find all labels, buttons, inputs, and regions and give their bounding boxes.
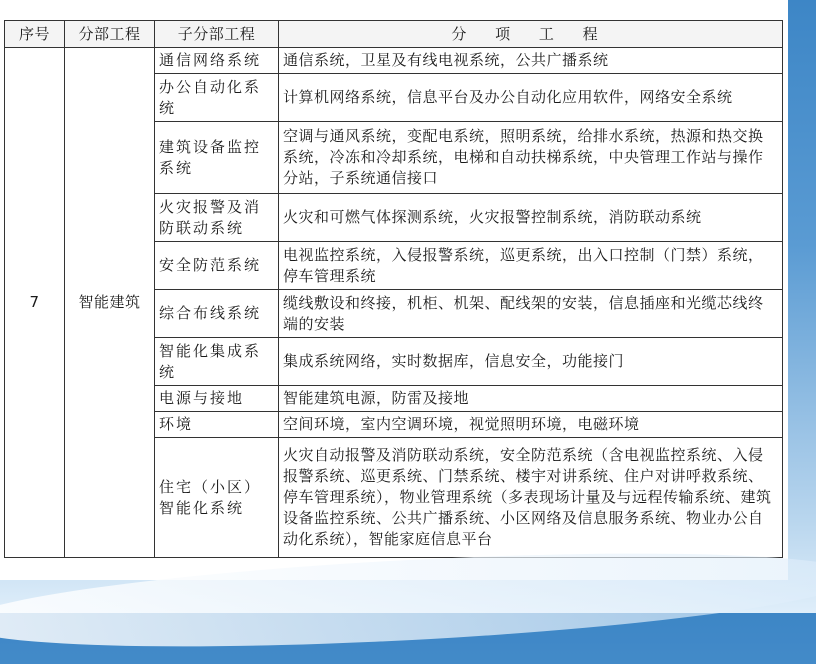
header-division: 分部工程 (65, 21, 155, 48)
subdivision-cell: 智能化集成系统 (155, 338, 279, 386)
items-cell: 电视监控系统，入侵报警系统，巡更系统，出入口控制（门禁）系统，停车管理系统 (279, 242, 783, 290)
subdivision-cell: 通信网络系统 (155, 48, 279, 74)
items-cell: 集成系统网络，实时数据库，信息安全，功能接门 (279, 338, 783, 386)
table-header-row (5, 21, 783, 48)
subdivision-cell: 建筑设备监控系统 (155, 122, 279, 194)
items-cell: 通信系统，卫星及有线电视系统，公共广播系统 (279, 48, 783, 74)
items-cell: 计算机网络系统，信息平台及办公自动化应用软件，网络安全系统 (279, 74, 783, 122)
subdivision-cell: 环境 (155, 412, 279, 438)
header-items (279, 21, 783, 48)
subdivision-cell: 综合布线系统 (155, 290, 279, 338)
items-cell: 空调与通风系统，变配电系统，照明系统，给排水系统，热源和热交换系统，冷冻和冷却系统，电梯和自动扶梯系统，中央管理工作站与操作分站，子系统通信接口 (279, 122, 783, 194)
construction-division-table (4, 20, 783, 558)
header-seq: 序号 (5, 21, 65, 48)
subdivision-cell: 电源与接地 (155, 386, 279, 412)
items-cell: 火灾自动报警及消防联动系统，安全防范系统（含电视监控系统、入侵报警系统、巡更系统、门禁系统、楼宇对讲系统、住户对讲呼救系统、停车管理系统），物业管理系统（多表现场计量及与远程传输系统、建筑设备监控系统、公共广播系统、小区网络及信息服务系统、物业办公自动化系统），智能家庭信息平台 (279, 438, 783, 558)
items-cell: 缆线敷设和终接，机柜、机架、配线架的安装，信息插座和光缆芯线终端的安装 (279, 290, 783, 338)
items-cell: 火灾和可燃气体探测系统，火灾报警控制系统，消防联动系统 (279, 194, 783, 242)
table-row (5, 48, 783, 74)
subdivision-cell: 安全防范系统 (155, 242, 279, 290)
subdivision-cell: 火灾报警及消防联动系统 (155, 194, 279, 242)
header-subdivision: 子分部工程 (155, 21, 279, 48)
division-cell: 智能建筑 (65, 48, 155, 558)
subdivision-cell: 住宅（小区）智能化系统 (155, 438, 279, 558)
header-items-label: 分 项 工 程 (451, 24, 610, 43)
items-cell: 智能建筑电源，防雷及接地 (279, 386, 783, 412)
seq-cell: 7 (5, 48, 65, 558)
items-cell: 空间环境，室内空调环境，视觉照明环境，电磁环境 (279, 412, 783, 438)
subdivision-cell: 办公自动化系统 (155, 74, 279, 122)
